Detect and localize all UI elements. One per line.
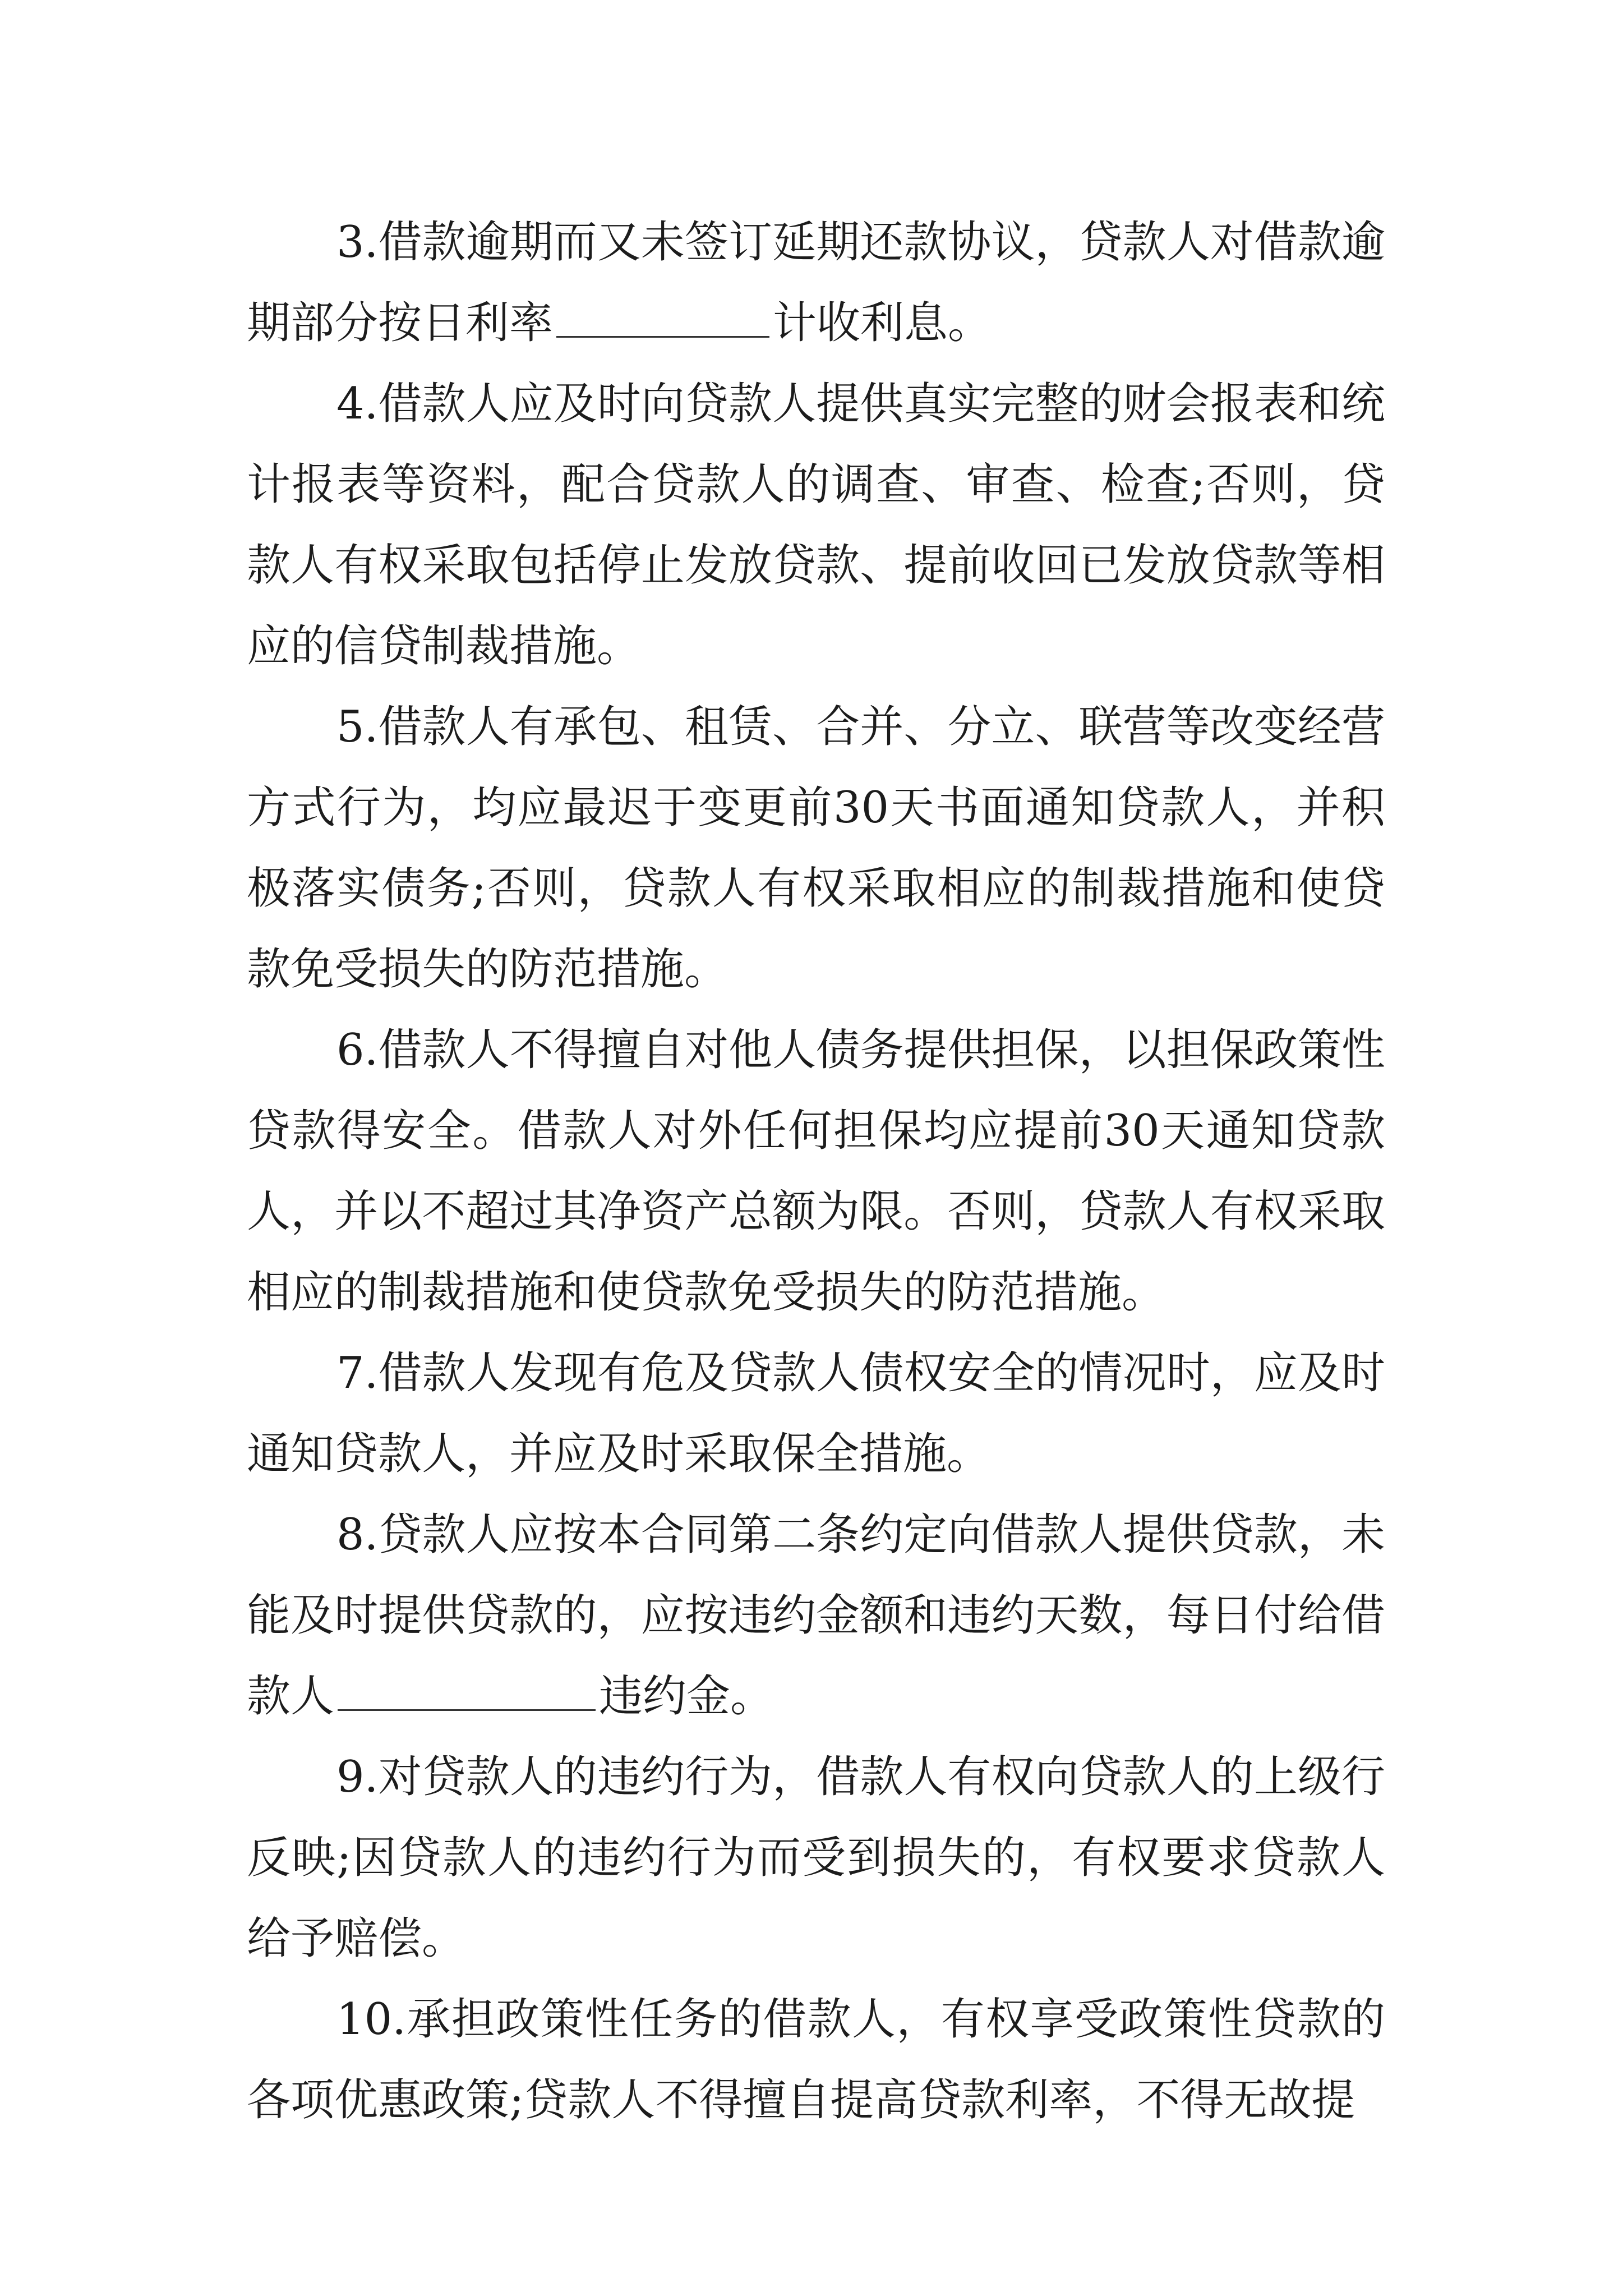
clause-4-text: 4.借款人应及时向贷款人提供真实完整的财会报表和统计报表等资料，配合贷款人的调查、审查、检查;否则，贷款人有权采取包括停止发放贷款、提前收回已发放贷款等相应的信贷制裁措施。 <box>247 379 1385 671</box>
clause-5-text: 5.借款人有承包、租赁、合并、分立、联营等改变经营方式行为，均应最迟于变更前30天书面通知贷款人，并积极落实债务;否则，贷款人有权采取相应的制裁措施和使贷款免受损失的防范措施。 <box>247 702 1385 995</box>
clause-8-paragraph <box>247 1494 1385 1737</box>
daily-interest-rate-blank <box>556 291 769 338</box>
clause-8-text-part-2: 违约金。 <box>599 1671 774 1722</box>
clause-3-text-part-2: 计收利息。 <box>773 298 992 348</box>
clause-3-text-part-1: 3.借款逾期而又未签订延期还款协议，贷款人对借款逾期部分按日利率 <box>247 217 1385 348</box>
clause-3-paragraph <box>247 202 1385 364</box>
contract-body <box>247 202 1385 2141</box>
clause-7-text: 7.借款人发现有危及贷款人债权安全的情况时，应及时通知贷款人，并应及时采取保全措施。 <box>247 1348 1385 1479</box>
clause-10-paragraph <box>247 1979 1385 2141</box>
clause-9-text: 9.对贷款人的违约行为，借款人有权向贷款人的上级行反映;因贷款人的违约行为而受到损失的，有权要求贷款人给予赔偿。 <box>247 1752 1385 1964</box>
clause-8-text-part-1: 8.贷款人应按本合同第二条约定向借款人提供贷款，未能及时提供贷款的，应按违约金额和违约天数，每日付给借款人 <box>247 1510 1385 1722</box>
clause-4-paragraph <box>247 364 1385 687</box>
clause-9-paragraph <box>247 1737 1385 1979</box>
penalty-amount-blank <box>338 1664 596 1711</box>
clause-6-text: 6.借款人不得擅自对他人债务提供担保，以担保政策性贷款得安全。借款人对外任何担保均应提前30天通知贷款人，并以不超过其净资产总额为限。否则，贷款人有权采取相应的制裁措施和使贷款免受损失的防范措施。 <box>247 1025 1385 1318</box>
clause-6-paragraph <box>247 1010 1385 1333</box>
clause-5-paragraph <box>247 687 1385 1010</box>
clause-7-paragraph <box>247 1333 1385 1494</box>
clause-10-text: 10.承担政策性任务的借款人，有权享受政策性贷款的各项优惠政策;贷款人不得擅自提高贷款利率，不得无故提 <box>247 1994 1385 2125</box>
